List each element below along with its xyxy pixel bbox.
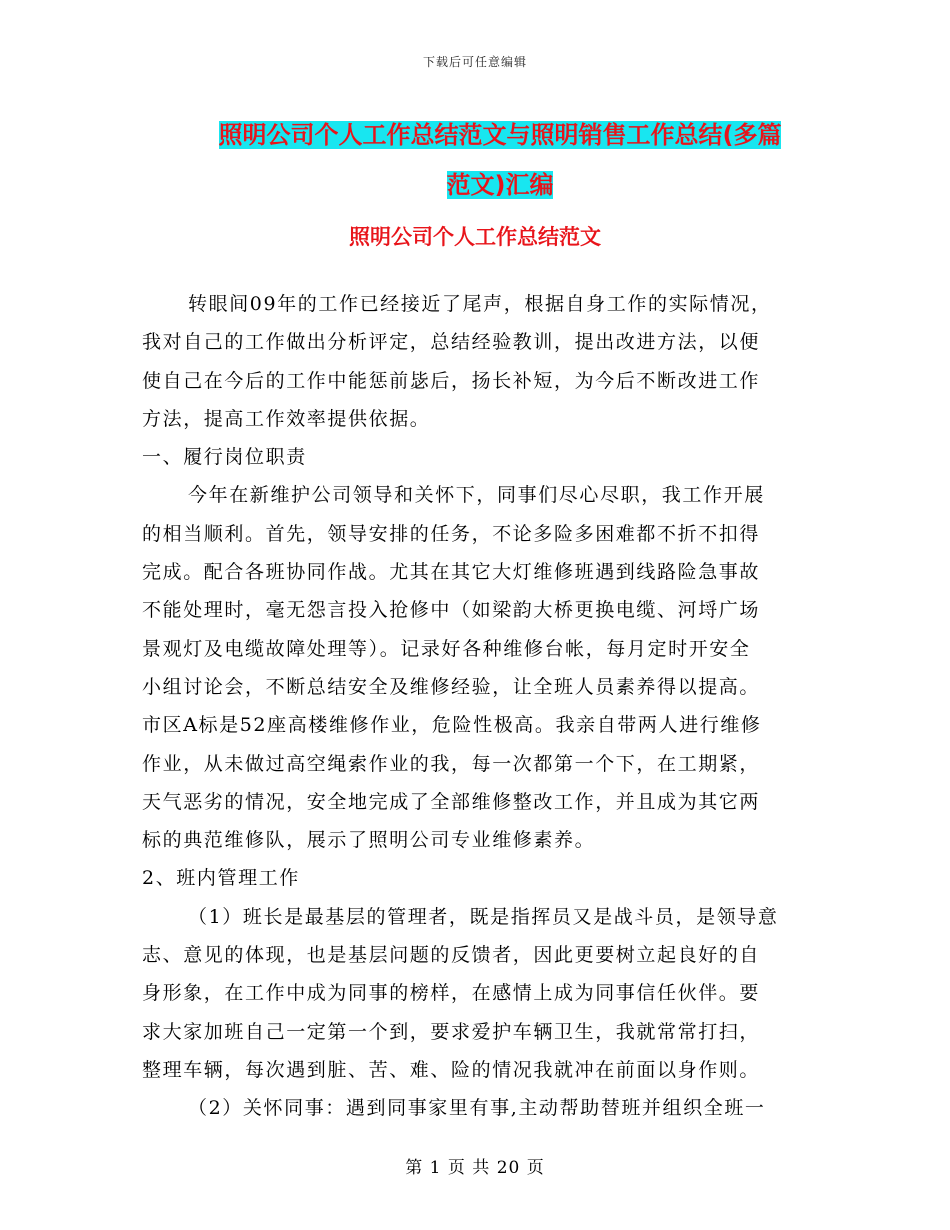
paragraph-line: 整理车辆，每次遇到脏、苦、难、险的情况我就冲在前面以身作则。 — [142, 1058, 761, 1081]
paragraph-line: （1）班长是最基层的管理者，既是指挥员又是战斗员，是领导意 — [188, 905, 779, 928]
document-title — [140, 110, 860, 210]
paragraph-line: 身形象，在工作中成为同事的榜样，在感情上成为同事信任伙伴。要 — [142, 982, 761, 1005]
paragraph-line: （2）关怀同事：遇到同事家里有事,主动帮助替班并组织全班一 — [188, 1097, 766, 1120]
paragraph-line: 使自己在今后的工作中能惩前毖后，扬长补短，为今后不断改进工作 — [142, 369, 761, 392]
paragraph-line: 景观灯及电缆故障处理等）。记录好各种维修台帐，每月定时开安全 — [142, 637, 751, 660]
paragraph-line: 志、意见的体现，也是基层问题的反馈者，因此更要树立起良好的自 — [142, 944, 761, 967]
document-title-line-1: 照明公司个人工作总结范文与照明销售工作总结(多篇 — [218, 121, 782, 149]
paragraph-line: 今年在新维护公司领导和关怀下，同事们尽心尽职，我工作开展 — [188, 484, 765, 507]
paragraph-line: 的相当顺利。首先，领导安排的任务，不论多险多困难都不折不扣得 — [142, 522, 761, 545]
paragraph-line: 天气恶劣的情况，安全地完成了全部维修整改工作，并且成为其它两 — [142, 790, 761, 813]
paragraph-line: 求大家加班自己一定第一个到，要求爱护车辆卫生，我就常常打扫， — [142, 1020, 761, 1043]
page-footer: 第 1 页 共 20 页 — [405, 1158, 545, 1178]
heading-team-management: 2、班内管理工作 — [142, 867, 300, 890]
section-title: 照明公司个人工作总结范文 — [349, 225, 601, 249]
paragraph-line: 作业，从未做过高空绳索作业的我，每一次都第一个下，在工期紧， — [142, 752, 761, 775]
paragraph-line: 小组讨论会，不断总结安全及维修经验，让全班人员素养得以提高。 — [142, 675, 761, 698]
document-title-line-2: 范文)汇编 — [446, 171, 554, 199]
paragraph-line: 市区A标是52座高楼维修作业，危险性极高。我亲自带两人进行维修 — [142, 714, 762, 737]
paragraph-line: 我对自己的工作做出分析评定，总结经验教训，提出改进方法，以便 — [142, 331, 761, 354]
heading-duties: 一、履行岗位职责 — [142, 446, 307, 469]
paragraph-line: 方法，提高工作效率提供依据。 — [142, 407, 431, 430]
paragraph-line: 不能处理时，毫无怨言投入抢修中（如梁韵大桥更换电缆、河埒广场 — [142, 599, 761, 622]
paragraph-line: 标的典范维修队，展示了照明公司专业维修素养。 — [142, 829, 596, 852]
body-text — [142, 285, 802, 1128]
header-note: 下载后可任意编辑 — [422, 55, 527, 69]
paragraph-line: 转眼间09年的工作已经接近了尾声，根据自身工作的实际情况， — [188, 293, 772, 315]
paragraph-line: 完成。配合各班协同作战。尤其在其它大灯维修班遇到线路险急事故 — [142, 561, 761, 584]
